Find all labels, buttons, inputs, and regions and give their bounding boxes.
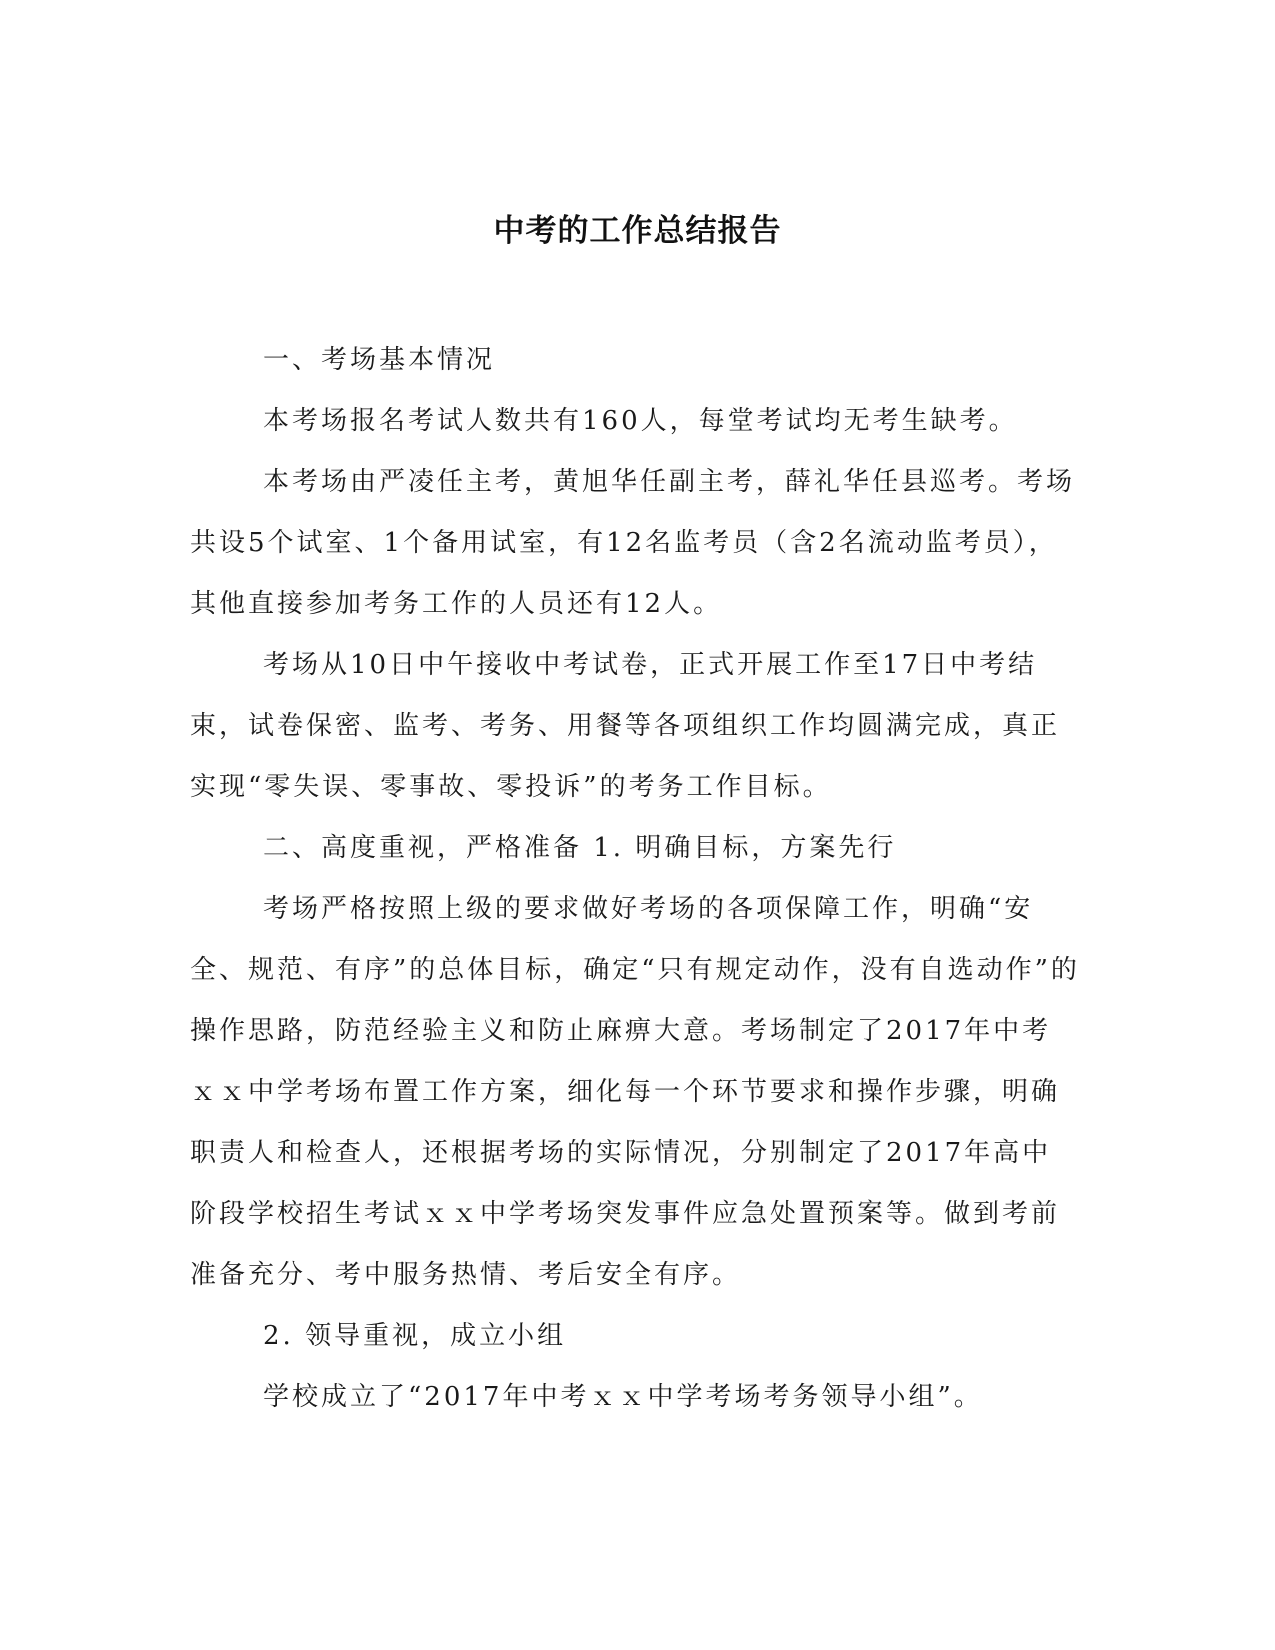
paragraph-leadership-group: 学校成立了“2017年中考ｘｘ中学考场考务领导小组”。 [263,1382,983,1412]
paragraph-exam-count: 本考场报名考试人数共有160人，每堂考试均无考生缺考。 [263,406,1018,436]
section-heading-basic-info: 一、考场基本情况 [263,345,496,375]
subheading-leadership: 2. 领导重视，成立小组 [263,1321,567,1351]
paragraph-schedule: 考场从10日中午接收中考试卷，正式开展工作至17日中考结束，试卷保密、监考、考务、用餐等各项组织工作均圆满完成，真正实现“零失误、零事故、零投诉”的考务工作目标。 [190,650,1061,802]
paragraph-staffing: 本考场由严凌任主考，黄旭华任副主考，薛礼华任县巡考。考场共设5个试室、1个备用试室，有12名监考员（含2名流动监考员），其他直接参加考务工作的人员还有12人。 [190,467,1076,619]
paragraph-plan-details: 考场严格按照上级的要求做好考场的各项保障工作，明确“安全、规范、有序”的总体目标，确定“只有规定动作，没有自选动作”的操作思路，防范经验主义和防止麻痹大意。考场制定了2017年中考ｘｘ中学考场布置工作方案，细化每一个环节要求和操作步骤，明确职责人和检查人，还根据考场的实际情况，分别制定了2017年高中阶段学校招生考试ｘｘ中学考场突发事件应急处置预案等。做到考前准备充分、考中服务热情、考后安全有序。 [190,894,1080,1290]
document-body [190,330,1080,1428]
document-title: 中考的工作总结报告 [493,213,782,249]
section-heading-preparation: 二、高度重视，严格准备 1. 明确目标，方案先行 [263,833,897,863]
